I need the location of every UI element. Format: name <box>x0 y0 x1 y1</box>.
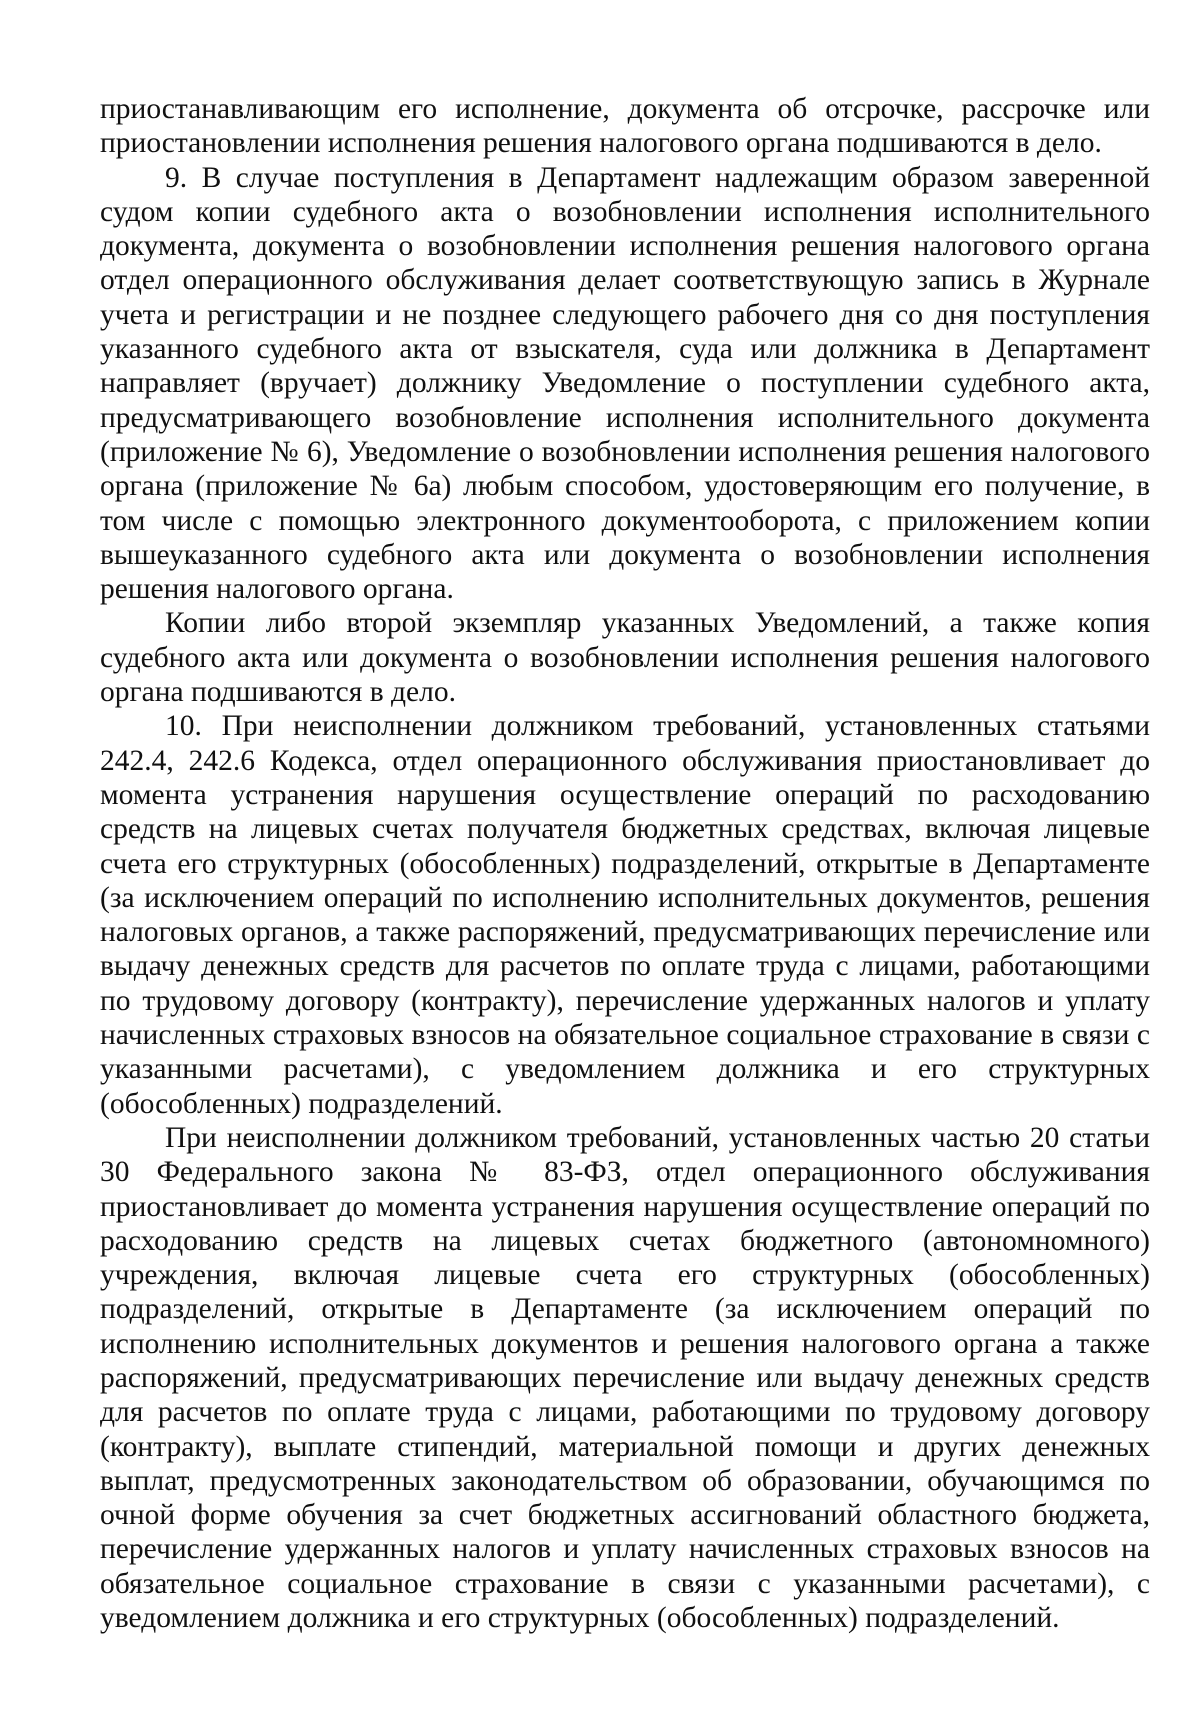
document-page <box>100 92 1150 1635</box>
paragraph-item-9: 9. В случае поступления в Департамент надлежащим образом заверенной судом копии судебного акта о возобновлении исполнения исполнительного документа, документа о возобновлении исполнения решения налогового органа отдел операционного обслуживания делает соответствующую запись в Журнале учета и регистрации и не позднее следующего рабочего дня со дня поступления указанного судебного акта от взыскателя, суда или должника в Департамент направляет (вручает) должнику Уведомление о поступлении судебного акта, предусматривающего возобновление исполнения исполнительного документа (приложение № 6), Уведомление о возобновлении исполнения решения налогового органа (приложение № 6а) любым способом, удостоверяющим его получение, в том числе с помощью электронного документооборота, с приложением копии вышеуказанного судебного акта или документа о возобновлении исполнения решения налогового органа. <box>100 161 1150 606</box>
paragraph-copies-note: Копии либо второй экземпляр указанных Уведомлений, а также копия судебного акта или документа о возобновлении исполнения решения налогового органа подшиваются в дело. <box>100 607 1150 709</box>
paragraph-federal-law-83: При неисполнении должником требований, установленных частью 20 статьи 30 Федерального закона № 83-ФЗ, отдел операционного обслуживания приостановливает до момента устранения нарушения осуществление операций по расходованию средств на лицевых счетах бюджетного (автономномного) учреждения, включая лицевые счета его структурных (обособленных) подразделений, открытые в Департаменте (за исключением операций по исполнению исполнительных документов и решения налогового органа а также распоряжений, предусматривающих перечисление или выдачу денежных средств для расчетов по оплате труда с лицами, работающими по трудовому договору (контракту), выплате стипендий, материальной помощи и других денежных выплат, предусмотренных законодательством об образовании, обучающимся по очной форме обучения за счет бюджетных ассигнований областного бюджета, перечисление удержанных налогов и уплату начисленных страховых взносов на обязательное социальное страхование в связи с указанными расчетами), с уведомлением должника и его структурных (обособленных) подразделений. <box>100 1121 1150 1635</box>
paragraph-continuation: приостанавливающим его исполнение, документа об отсрочке, рассрочке или приостановлении исполнения решения налогового органа подшиваются в дело. <box>100 93 1150 160</box>
paragraph-item-10: 10. При неисполнении должником требований, установленных статьями 242.4, 242.6 Кодекса, отдел операционного обслуживания приостановливает до момента устранения нарушения осуществление операций по расходованию средств на лицевых счетах получателя бюджетных средствах, включая лицевые счета его структурных (обособленных) подразделений, открытые в Департаменте (за исключением операций по исполнению исполнительных документов, решения налоговых органов, а также распоряжений, предусматривающих перечисление или выдачу денежных средств для расчетов по оплате труда с лицами, работающими по трудовому договору (контракту), перечисление удержанных налогов и уплату начисленных страховых взносов на обязательное социальное страхование в связи с указанными расчетами), с уведомлением должника и его структурных (обособленных) подразделений. <box>100 710 1150 1120</box>
